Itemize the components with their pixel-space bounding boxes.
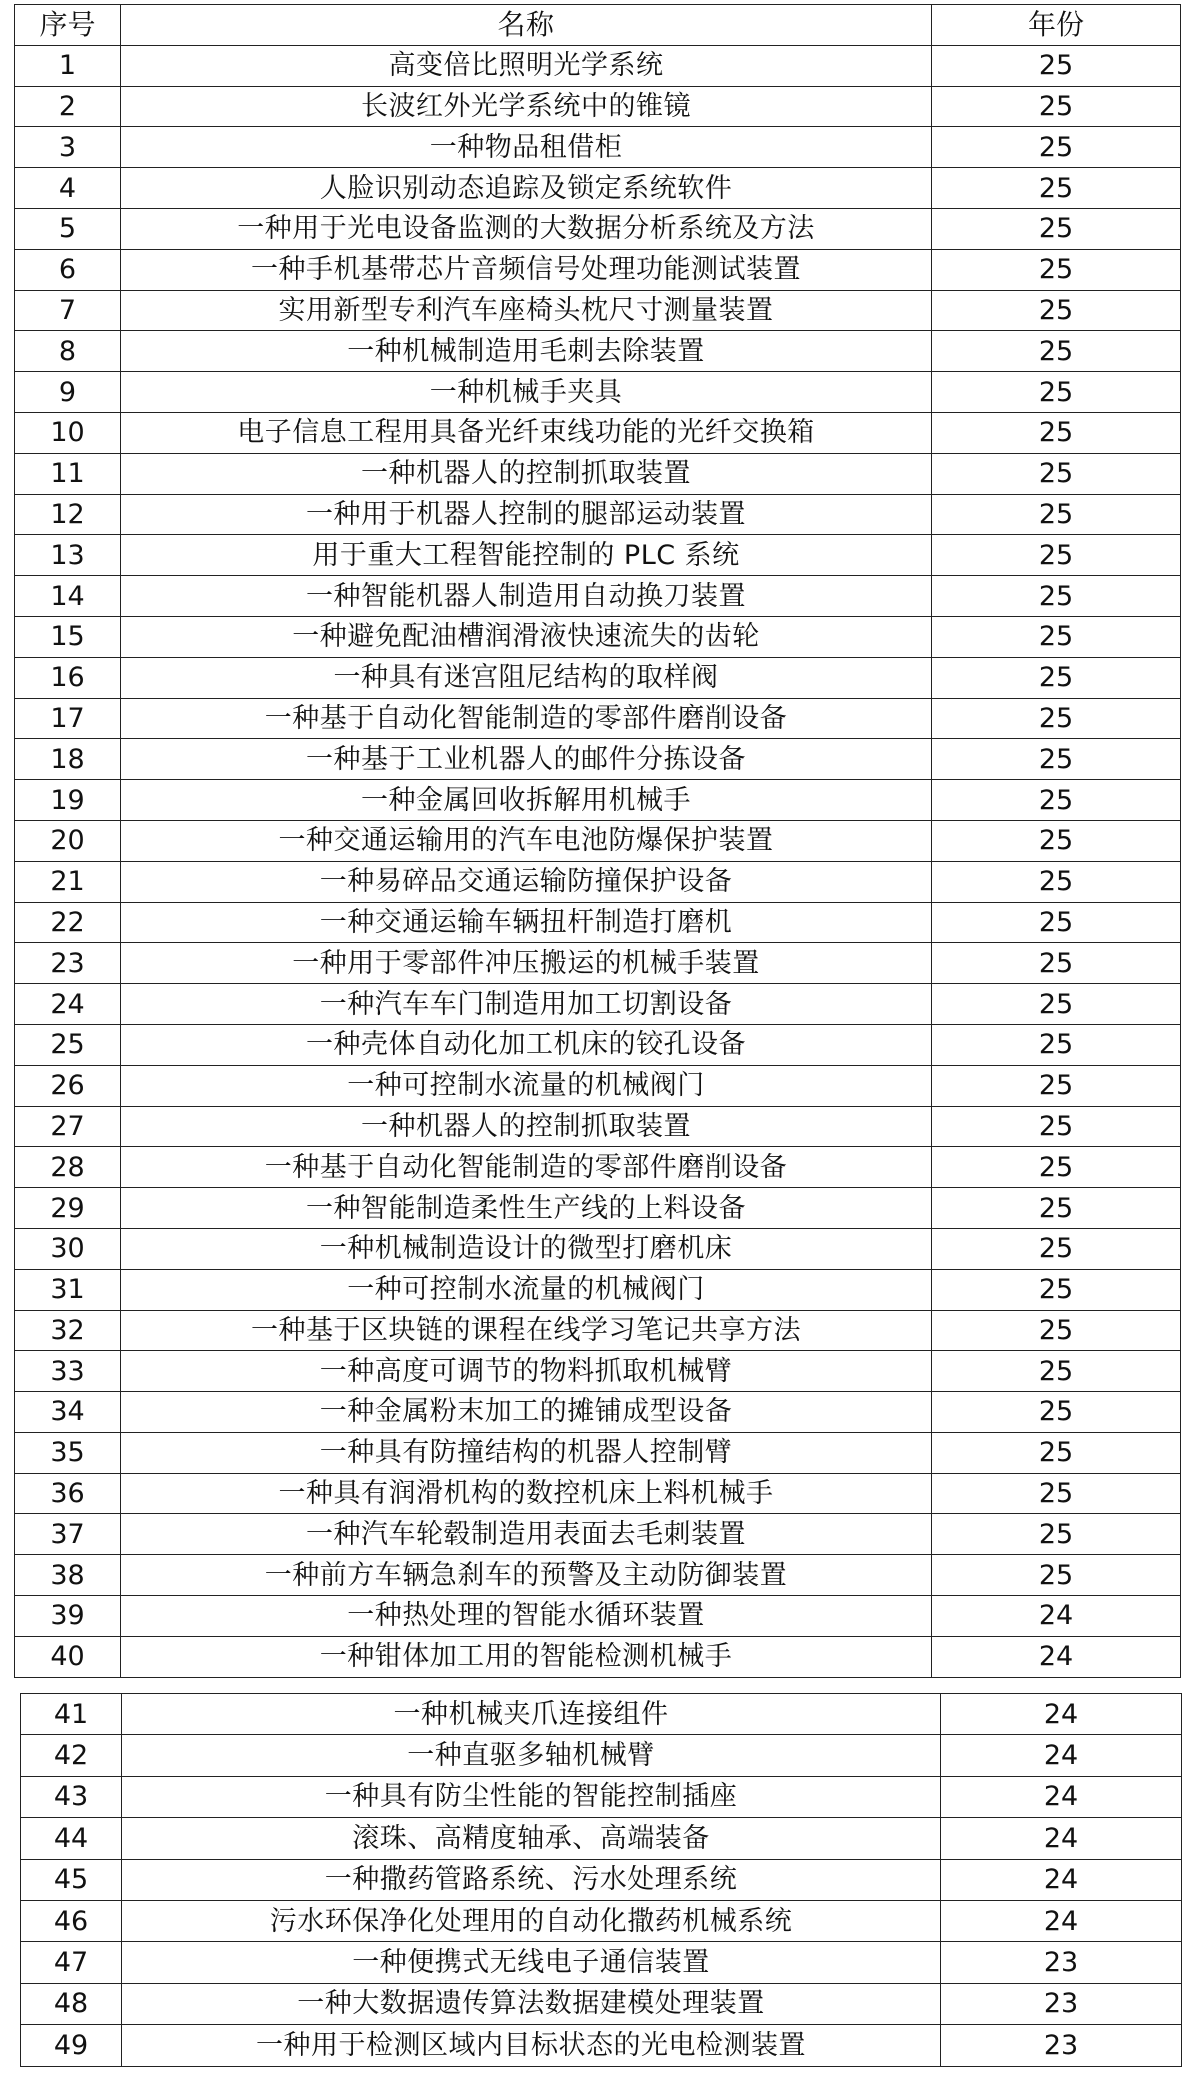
row-year: 25 [932,576,1181,617]
row-index: 45 [21,1859,122,1900]
table-row [15,1636,1181,1677]
row-year: 25 [932,412,1181,453]
row-index: 36 [15,1473,121,1514]
row-index: 6 [15,249,121,290]
table-row [15,1228,1181,1269]
row-year: 25 [932,1228,1181,1269]
table-row [21,1694,1182,1735]
row-name: 一种可控制水流量的机械阀门 [121,1065,932,1106]
row-year: 25 [932,698,1181,739]
table-row [21,1900,1182,1941]
table-row [15,86,1181,127]
row-index: 49 [21,2025,122,2066]
row-year: 25 [932,1147,1181,1188]
table-row [15,1106,1181,1147]
row-index: 2 [15,86,121,127]
table-row [15,290,1181,331]
table-row [15,780,1181,821]
table-row [15,249,1181,290]
row-index: 16 [15,657,121,698]
row-year: 25 [932,1065,1181,1106]
row-year: 25 [932,943,1181,984]
row-index: 9 [15,372,121,413]
row-name: 一种高度可调节的物料抓取机械臂 [121,1351,932,1392]
row-index: 48 [21,1983,122,2024]
table-row [15,168,1181,209]
table-row [15,1351,1181,1392]
row-year: 25 [932,1310,1181,1351]
row-name: 一种用于检测区域内目标状态的光电检测装置 [122,2025,941,2066]
row-year: 25 [932,657,1181,698]
row-year: 25 [932,1432,1181,1473]
table-row [15,820,1181,861]
header-name: 名称 [121,5,932,46]
row-name: 一种基于自动化智能制造的零部件磨削设备 [121,698,932,739]
table-row [21,1818,1182,1859]
row-name: 一种金属粉末加工的摊铺成型设备 [121,1392,932,1433]
row-year: 25 [932,208,1181,249]
row-index: 38 [15,1555,121,1596]
table-row [15,1269,1181,1310]
row-index: 19 [15,780,121,821]
items-table-part-1 [14,4,1181,1678]
row-name: 一种基于自动化智能制造的零部件磨削设备 [121,1147,932,1188]
row-name: 一种交通运输用的汽车电池防爆保护装置 [121,820,932,861]
row-year: 25 [932,1024,1181,1065]
row-year: 25 [932,331,1181,372]
row-year: 25 [932,616,1181,657]
header-index: 序号 [15,5,121,46]
table-row [15,1065,1181,1106]
row-year: 25 [932,1351,1181,1392]
row-index: 31 [15,1269,121,1310]
row-year: 25 [932,45,1181,86]
row-year: 25 [932,86,1181,127]
row-index: 35 [15,1432,121,1473]
table-row [21,1735,1182,1776]
table-row [15,984,1181,1025]
row-year: 24 [941,1694,1182,1735]
row-year: 24 [941,1818,1182,1859]
row-year: 25 [932,1514,1181,1555]
row-year: 25 [932,453,1181,494]
row-name: 一种机器人的控制抓取装置 [121,453,932,494]
row-year: 25 [932,1473,1181,1514]
row-name: 一种用于机器人控制的腿部运动装置 [121,494,932,535]
row-name: 电子信息工程用具备光纤束线功能的光纤交换箱 [121,412,932,453]
table-row [15,1473,1181,1514]
row-index: 20 [15,820,121,861]
row-year: 23 [941,1983,1182,2024]
row-name: 一种前方车辆急刹车的预警及主动防御装置 [121,1555,932,1596]
row-year: 23 [941,1942,1182,1983]
row-year: 25 [932,820,1181,861]
row-index: 22 [15,902,121,943]
row-index: 30 [15,1228,121,1269]
table-row [15,331,1181,372]
row-name: 一种机器人的控制抓取装置 [121,1106,932,1147]
row-name: 一种具有防尘性能的智能控制插座 [122,1776,941,1817]
row-name: 长波红外光学系统中的锥镜 [121,86,932,127]
table-row [15,453,1181,494]
table-row [21,1983,1182,2024]
table-row [15,1555,1181,1596]
row-name: 一种基于工业机器人的邮件分拣设备 [121,739,932,780]
table-row [15,657,1181,698]
row-year: 25 [932,372,1181,413]
row-index: 11 [15,453,121,494]
row-year: 23 [941,2025,1182,2066]
row-name: 一种可控制水流量的机械阀门 [121,1269,932,1310]
header-year: 年份 [932,5,1181,46]
table-row [15,127,1181,168]
row-index: 18 [15,739,121,780]
row-index: 43 [21,1776,122,1817]
table-row [15,1024,1181,1065]
row-year: 25 [932,494,1181,535]
row-year: 25 [932,780,1181,821]
table-row [15,1310,1181,1351]
row-index: 26 [15,1065,121,1106]
table-row [21,1776,1182,1817]
table-row [15,616,1181,657]
table-row [15,576,1181,617]
table-row [15,208,1181,249]
table-row [15,861,1181,902]
row-name: 一种物品租借柜 [121,127,932,168]
items-table-part-2 [20,1693,1182,2067]
row-name: 一种机械制造设计的微型打磨机床 [121,1228,932,1269]
row-name: 一种机械夹爪连接组件 [122,1694,941,1735]
row-name: 一种智能制造柔性生产线的上料设备 [121,1188,932,1229]
row-name: 一种便携式无线电子通信装置 [122,1942,941,1983]
row-name: 一种易碎品交通运输防撞保护设备 [121,861,932,902]
table-row [15,902,1181,943]
row-index: 41 [21,1694,122,1735]
table-row [15,698,1181,739]
row-index: 14 [15,576,121,617]
row-index: 12 [15,494,121,535]
table-row [15,1432,1181,1473]
table-row [15,412,1181,453]
row-index: 39 [15,1596,121,1637]
row-index: 3 [15,127,121,168]
row-index: 4 [15,168,121,209]
row-year: 25 [932,1392,1181,1433]
table-row [21,1859,1182,1900]
row-name: 一种具有防撞结构的机器人控制臂 [121,1432,932,1473]
table-row [15,1514,1181,1555]
row-name: 一种大数据遗传算法数据建模处理装置 [122,1983,941,2024]
row-year: 25 [932,168,1181,209]
row-index: 28 [15,1147,121,1188]
row-index: 13 [15,535,121,576]
row-index: 47 [21,1942,122,1983]
row-name: 一种智能机器人制造用自动换刀装置 [121,576,932,617]
row-year: 25 [932,127,1181,168]
row-name: 一种金属回收拆解用机械手 [121,780,932,821]
table-row [15,1147,1181,1188]
row-name: 一种壳体自动化加工机床的铰孔设备 [121,1024,932,1065]
row-name: 一种用于零部件冲压搬运的机械手装置 [121,943,932,984]
table-row [15,1392,1181,1433]
row-year: 24 [941,1859,1182,1900]
row-index: 27 [15,1106,121,1147]
row-year: 25 [932,861,1181,902]
table-row [15,372,1181,413]
row-year: 24 [941,1735,1182,1776]
row-year: 25 [932,1188,1181,1229]
row-name: 一种撒药管路系统、污水处理系统 [122,1859,941,1900]
row-year: 24 [932,1636,1181,1677]
row-name: 一种基于区块链的课程在线学习笔记共享方法 [121,1310,932,1351]
row-index: 17 [15,698,121,739]
row-year: 25 [932,739,1181,780]
row-index: 24 [15,984,121,1025]
row-index: 44 [21,1818,122,1859]
table-row [15,739,1181,780]
row-index: 32 [15,1310,121,1351]
row-year: 25 [932,249,1181,290]
row-name: 用于重大工程智能控制的 PLC 系统 [121,535,932,576]
table-header-row [15,5,1181,46]
table-row [21,1942,1182,1983]
row-year: 25 [932,984,1181,1025]
row-name: 一种汽车轮毂制造用表面去毛刺装置 [121,1514,932,1555]
row-index: 10 [15,412,121,453]
row-year: 25 [932,902,1181,943]
row-index: 29 [15,1188,121,1229]
table-row [15,943,1181,984]
row-name: 人脸识别动态追踪及锁定系统软件 [121,168,932,209]
row-year: 25 [932,1555,1181,1596]
row-index: 8 [15,331,121,372]
row-index: 23 [15,943,121,984]
row-name: 一种热处理的智能水循环装置 [121,1596,932,1637]
row-index: 1 [15,45,121,86]
row-year: 24 [941,1776,1182,1817]
row-name: 高变倍比照明光学系统 [121,45,932,86]
row-year: 25 [932,1106,1181,1147]
row-name: 一种直驱多轴机械臂 [122,1735,941,1776]
row-index: 42 [21,1735,122,1776]
row-index: 15 [15,616,121,657]
row-name: 一种汽车车门制造用加工切割设备 [121,984,932,1025]
row-index: 21 [15,861,121,902]
row-index: 5 [15,208,121,249]
row-name: 一种避免配油槽润滑液快速流失的齿轮 [121,616,932,657]
row-name: 一种交通运输车辆扭杆制造打磨机 [121,902,932,943]
table-row [15,535,1181,576]
table-row [15,1188,1181,1229]
row-name: 实用新型专利汽车座椅头枕尺寸测量装置 [121,290,932,331]
table-row [15,494,1181,535]
row-index: 34 [15,1392,121,1433]
row-index: 46 [21,1900,122,1941]
row-index: 25 [15,1024,121,1065]
row-name: 一种机械制造用毛刺去除装置 [121,331,932,372]
table-row [15,45,1181,86]
row-name: 污水环保净化处理用的自动化撒药机械系统 [122,1900,941,1941]
row-year: 25 [932,1269,1181,1310]
row-index: 37 [15,1514,121,1555]
row-name: 一种钳体加工用的智能检测机械手 [121,1636,932,1677]
row-index: 7 [15,290,121,331]
row-year: 25 [932,290,1181,331]
row-name: 一种具有润滑机构的数控机床上料机械手 [121,1473,932,1514]
row-name: 一种具有迷宫阻尼结构的取样阀 [121,657,932,698]
row-index: 33 [15,1351,121,1392]
row-name: 一种机械手夹具 [121,372,932,413]
row-name: 一种用于光电设备监测的大数据分析系统及方法 [121,208,932,249]
row-name: 一种手机基带芯片音频信号处理功能测试装置 [121,249,932,290]
row-year: 24 [941,1900,1182,1941]
table-row [15,1596,1181,1637]
row-year: 24 [932,1596,1181,1637]
row-index: 40 [15,1636,121,1677]
row-name: 滚珠、高精度轴承、高端装备 [122,1818,941,1859]
table-row [21,2025,1182,2066]
row-year: 25 [932,535,1181,576]
